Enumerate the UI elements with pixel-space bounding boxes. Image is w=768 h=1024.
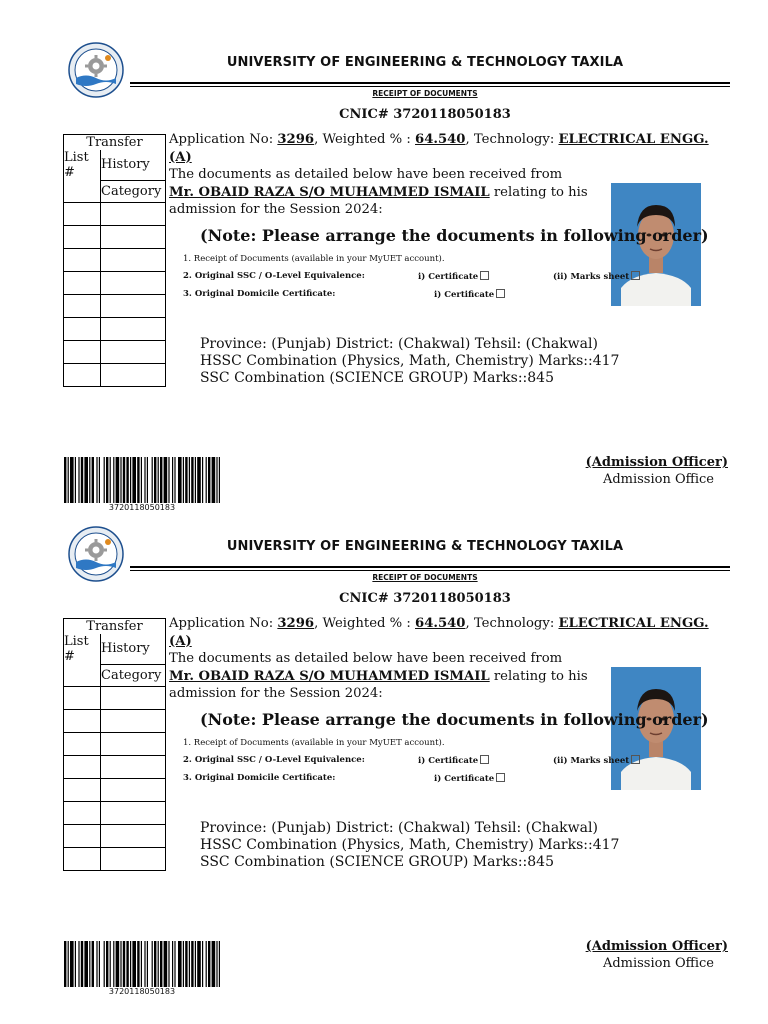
admission-officer: (Admission Officer) <box>585 939 728 954</box>
app-no-label: Application No: <box>169 132 274 147</box>
header-rule-thin <box>130 86 730 87</box>
barcode-bar <box>158 941 159 987</box>
cnic-number: CNIC# 3720118050183 <box>339 591 511 606</box>
barcode-bar <box>78 941 79 987</box>
barcode-bar <box>137 941 139 987</box>
technology-label: , Technology: <box>465 616 555 631</box>
transfer-header: Transfer <box>64 619 166 635</box>
ssc-certificate-label: i) Certificate <box>418 272 479 282</box>
barcode-bar <box>116 941 120 987</box>
weighted-value: 64.540 <box>415 132 466 147</box>
relating-text: relating to his <box>493 184 588 200</box>
technology-label: , Technology: <box>465 132 555 147</box>
category-header: Category <box>101 180 166 203</box>
barcode-bar <box>70 941 74 987</box>
table-cell <box>101 272 166 295</box>
location-block <box>200 336 619 387</box>
document-label: RECEIPT OF DOCUMENTS <box>372 573 478 582</box>
table-cell <box>64 664 101 687</box>
document-label: RECEIPT OF DOCUMENTS <box>372 89 478 98</box>
university-title: UNIVERSITY OF ENGINEERING & TECHNOLOGY TAXILA <box>226 539 624 554</box>
barcode-bar <box>147 941 148 987</box>
transfer-table <box>63 618 166 871</box>
header-rule <box>130 82 730 84</box>
table-cell <box>101 203 166 226</box>
table-cell <box>101 848 166 871</box>
arrangement-note: (Note: Please arrange the documents in following order) <box>200 226 709 245</box>
barcode-bar <box>104 941 105 987</box>
ssc-marks-label: (ii) Marks sheet <box>553 272 630 282</box>
technology-value: ELECTRICAL ENGG. (A) <box>169 616 709 649</box>
barcode-bar <box>172 941 173 987</box>
history-header: History <box>101 150 166 180</box>
table-cell <box>64 825 101 848</box>
barcode-bar <box>75 941 76 987</box>
table-cell <box>64 779 101 802</box>
barcode-bar <box>89 941 90 987</box>
barcode-bar <box>219 941 220 987</box>
barcode-bar <box>208 941 210 987</box>
barcode-bar <box>154 941 156 987</box>
session-text: admission for the Session 2024: <box>169 686 383 701</box>
app-no-label: Application No: <box>169 616 274 631</box>
table-cell <box>101 710 166 733</box>
barcode-bar <box>126 941 128 987</box>
barcode-bar <box>113 941 114 987</box>
barcode-bar <box>206 941 207 987</box>
item-domicile: 3. Original Domicile Certificate: <box>183 773 336 783</box>
table-cell <box>64 249 101 272</box>
item-ssc: 2. Original SSC / O-Level Equivalence: <box>183 755 365 765</box>
barcode-bar <box>141 941 142 987</box>
location-block <box>200 820 619 871</box>
header-rule-thin <box>130 570 730 571</box>
cnic-number: CNIC# 3720118050183 <box>339 107 511 122</box>
table-cell <box>64 203 101 226</box>
barcode <box>64 941 220 987</box>
hssc-line: HSSC Combination (Physics, Math, Chemistry) Marks::417 <box>200 353 620 369</box>
ssc-marks-option[interactable] <box>553 755 640 766</box>
barcode-bar <box>195 941 196 987</box>
table-cell <box>101 249 166 272</box>
barcode-bar <box>81 941 83 987</box>
arrangement-note: (Note: Please arrange the documents in following order) <box>200 710 709 729</box>
province-line: Province: (Punjab) District: (Chakwal) Tehsil: (Chakwal) <box>200 820 598 836</box>
item-receipt: 1. Receipt of Documents (available in your MyUET account). <box>183 254 445 264</box>
technology-value: ELECTRICAL ENGG. (A) <box>169 132 709 165</box>
table-cell <box>101 318 166 341</box>
barcode-bar <box>106 941 108 987</box>
barcode-bar <box>144 941 145 987</box>
admission-officer: (Admission Officer) <box>585 455 728 470</box>
table-cell <box>101 756 166 779</box>
item-ssc: 2. Original SSC / O-Level Equivalence: <box>183 271 365 281</box>
barcode-bar <box>92 941 94 987</box>
table-cell <box>64 756 101 779</box>
barcode-bar <box>212 941 216 987</box>
student-name: Mr. OBAID RAZA S/O MUHAMMED ISMAIL <box>169 668 490 684</box>
barcode-number: 3720118050183 <box>108 503 176 512</box>
table-cell <box>101 733 166 756</box>
table-cell <box>64 802 101 825</box>
barcode-bar <box>68 941 69 987</box>
list-header: List # <box>64 150 101 180</box>
barcode-bar <box>84 941 88 987</box>
ssc-certificate-label: i) Certificate <box>418 756 479 766</box>
admission-office: Admission Office <box>602 472 714 487</box>
ssc-marks-checkbox[interactable] <box>631 271 640 280</box>
table-cell <box>64 295 101 318</box>
barcode-bar <box>174 941 175 987</box>
student-name: Mr. OBAID RAZA S/O MUHAMMED ISMAIL <box>169 184 490 200</box>
weighted-label: , Weighted % : <box>314 132 411 147</box>
barcode-bar <box>130 941 131 987</box>
barcode-bar <box>216 941 217 987</box>
header-rule <box>130 566 730 568</box>
barcode-bar <box>183 941 184 987</box>
session-text: admission for the Session 2024: <box>169 202 383 217</box>
barcode-bar <box>191 941 193 987</box>
admission-office: Admission Office <box>602 956 714 971</box>
ssc-certificate-checkbox[interactable] <box>480 271 489 280</box>
weighted-label: , Weighted % : <box>314 616 411 631</box>
ssc-line: SSC Combination (SCIENCE GROUP) Marks::845 <box>200 854 554 870</box>
table-cell <box>64 733 101 756</box>
table-cell <box>101 779 166 802</box>
transfer-header: Transfer <box>64 135 166 151</box>
barcode-bar <box>132 941 136 987</box>
table-cell <box>64 341 101 364</box>
table-cell <box>101 226 166 249</box>
ssc-line: SSC Combination (SCIENCE GROUP) Marks::845 <box>200 370 554 386</box>
barcode-bar <box>185 941 187 987</box>
barcode-bar <box>152 941 153 987</box>
ssc-marks-label: (ii) Marks sheet <box>553 756 630 766</box>
table-cell <box>101 341 166 364</box>
barcode-bar <box>164 941 168 987</box>
barcode-bar <box>96 941 97 987</box>
barcode-bar <box>168 941 169 987</box>
barcode-bar <box>197 941 201 987</box>
barcode-number: 3720118050183 <box>108 987 176 996</box>
table-cell <box>64 226 101 249</box>
ssc-certificate-option[interactable] <box>418 755 489 766</box>
barcode-bar <box>64 941 66 987</box>
barcode-bar <box>160 941 162 987</box>
university-title: UNIVERSITY OF ENGINEERING & TECHNOLOGY TAXILA <box>226 55 624 70</box>
barcode-bar <box>123 941 125 987</box>
table-cell <box>64 272 101 295</box>
category-header: Category <box>101 664 166 687</box>
table-cell <box>64 848 101 871</box>
history-header: History <box>101 634 166 664</box>
receipt-copy-2 <box>0 484 768 996</box>
relating-text: relating to his <box>493 668 588 684</box>
table-cell <box>101 825 166 848</box>
app-no: 3296 <box>277 132 315 147</box>
barcode-bar <box>202 941 203 987</box>
table-cell <box>64 318 101 341</box>
ssc-marks-checkbox[interactable] <box>631 755 640 764</box>
domicile-certificate-option[interactable] <box>434 773 505 784</box>
university-logo <box>66 42 126 98</box>
table-cell <box>101 802 166 825</box>
received-text: The documents as detailed below have been received from <box>169 651 563 666</box>
item-receipt: 1. Receipt of Documents (available in your MyUET account). <box>183 738 445 748</box>
table-cell <box>101 364 166 387</box>
ssc-marks-option[interactable] <box>553 271 640 282</box>
list-header: List # <box>64 634 101 664</box>
domicile-certificate-option[interactable] <box>434 289 505 300</box>
domicile-certificate-checkbox[interactable] <box>496 289 505 298</box>
barcode-bar <box>110 941 111 987</box>
table-cell <box>64 710 101 733</box>
table-cell <box>101 687 166 710</box>
table-cell <box>64 687 101 710</box>
app-no: 3296 <box>277 616 315 631</box>
table-cell <box>64 364 101 387</box>
table-cell <box>64 180 101 203</box>
domicile-certificate-label: i) Certificate <box>434 290 495 300</box>
hssc-line: HSSC Combination (Physics, Math, Chemistry) Marks::417 <box>200 837 620 853</box>
weighted-value: 64.540 <box>415 616 466 631</box>
ssc-certificate-checkbox[interactable] <box>480 755 489 764</box>
barcode-bar <box>99 941 100 987</box>
ssc-certificate-option[interactable] <box>418 271 489 282</box>
table-cell <box>101 295 166 318</box>
province-line: Province: (Punjab) District: (Chakwal) Tehsil: (Chakwal) <box>200 336 598 352</box>
barcode-bar <box>178 941 182 987</box>
transfer-table <box>63 134 166 387</box>
barcode-bar <box>120 941 121 987</box>
domicile-certificate-checkbox[interactable] <box>496 773 505 782</box>
barcode-bar <box>189 941 190 987</box>
received-text: The documents as detailed below have been received from <box>169 167 563 182</box>
item-domicile: 3. Original Domicile Certificate: <box>183 289 336 299</box>
university-logo <box>66 526 126 582</box>
domicile-certificate-label: i) Certificate <box>434 774 495 784</box>
